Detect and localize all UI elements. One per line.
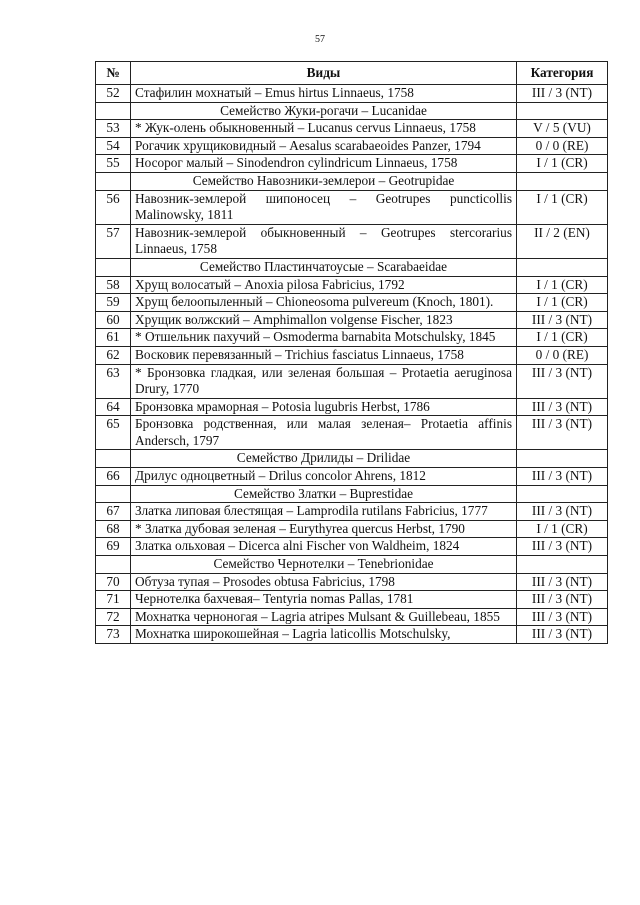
species-category: III / 3 (NT) [517, 468, 608, 486]
species-category: III / 3 (NT) [517, 626, 608, 644]
species-category: III / 3 (NT) [517, 538, 608, 556]
species-number: 69 [96, 538, 131, 556]
table-row [96, 468, 608, 486]
family-category-cell [517, 258, 608, 276]
table-row [96, 364, 608, 398]
species-name: Хрущ белоопыленный – Chioneosoma pulvereum (Knoch, 1801). [131, 294, 517, 312]
species-name: Носорог малый – Sinodendron cylindricum Linnaeus, 1758 [131, 155, 517, 173]
family-row [96, 258, 608, 276]
species-category: I / 1 (CR) [517, 294, 608, 312]
species-category: I / 1 (CR) [517, 329, 608, 347]
species-name: * Жук-олень обыкновенный – Lucanus cervus Linnaeus, 1758 [131, 120, 517, 138]
table-row [96, 329, 608, 347]
table-row [96, 155, 608, 173]
species-number: 68 [96, 520, 131, 538]
species-category: V / 5 (VU) [517, 120, 608, 138]
species-name: Хрущ волосатый – Anoxia pilosa Fabricius, 1792 [131, 276, 517, 294]
family-category-cell [517, 556, 608, 574]
family-row [96, 485, 608, 503]
species-name: Дрилус одноцветный – Drilus concolor Ahrens, 1812 [131, 468, 517, 486]
species-number: 58 [96, 276, 131, 294]
family-row [96, 102, 608, 120]
table-row [96, 224, 608, 258]
species-category: I / 1 (CR) [517, 276, 608, 294]
species-category: III / 3 (NT) [517, 416, 608, 450]
family-category-cell [517, 450, 608, 468]
species-category: III / 3 (NT) [517, 311, 608, 329]
table-row [96, 276, 608, 294]
species-number: 61 [96, 329, 131, 347]
species-category: III / 3 (NT) [517, 608, 608, 626]
species-number: 72 [96, 608, 131, 626]
species-name: Хрущик волжский – Amphimallon volgense Fischer, 1823 [131, 311, 517, 329]
species-number: 67 [96, 503, 131, 521]
species-name: Златка ольховая – Dicerca alni Fischer von Waldheim, 1824 [131, 538, 517, 556]
table-row [96, 346, 608, 364]
family-row [96, 450, 608, 468]
species-category: I / 1 (CR) [517, 190, 608, 224]
table-row [96, 503, 608, 521]
table-body [96, 85, 608, 644]
species-number: 52 [96, 85, 131, 103]
species-category: III / 3 (NT) [517, 85, 608, 103]
family-number-cell [96, 556, 131, 574]
species-number: 71 [96, 591, 131, 609]
species-name: Мохнатка широкошейная – Lagria laticollis Motschulsky, [131, 626, 517, 644]
species-category: II / 2 (EN) [517, 224, 608, 258]
species-category: III / 3 (NT) [517, 591, 608, 609]
table-row [96, 137, 608, 155]
species-number: 55 [96, 155, 131, 173]
table-row [96, 608, 608, 626]
family-category-cell [517, 485, 608, 503]
family-number-cell [96, 485, 131, 503]
family-name: Семейство Жуки-рогачи – Lucanidae [131, 102, 517, 120]
species-number: 64 [96, 398, 131, 416]
species-category: III / 3 (NT) [517, 503, 608, 521]
species-name: Мохнатка черноногая – Lagria atripes Mulsant & Guillebeau, 1855 [131, 608, 517, 626]
species-name: Златка липовая блестящая – Lamprodila rutilans Fabricius, 1777 [131, 503, 517, 521]
species-number: 54 [96, 137, 131, 155]
table-row [96, 416, 608, 450]
header-number: № [96, 62, 131, 85]
species-name: * Златка дубовая зеленая – Eurythyrea quercus Herbst, 1790 [131, 520, 517, 538]
species-name: Навозник-землерой шипоносец – Geotrupes puncticollis Malinowsky, 1811 [131, 190, 517, 224]
species-number: 70 [96, 573, 131, 591]
family-category-cell [517, 172, 608, 190]
species-name: Обтуза тупая – Prosodes obtusa Fabricius, 1798 [131, 573, 517, 591]
family-number-cell [96, 450, 131, 468]
family-name: Семейство Пластинчатоусые – Scarabaeidae [131, 258, 517, 276]
species-category: III / 3 (NT) [517, 364, 608, 398]
header-species: Виды [131, 62, 517, 85]
page-number: 57 [315, 34, 325, 45]
family-number-cell [96, 258, 131, 276]
species-name: Бронзовка родственная, или малая зеленая– Protaetia affinis Andersch, 1797 [131, 416, 517, 450]
family-name: Семейство Чернотелки – Tenebrionidae [131, 556, 517, 574]
species-number: 73 [96, 626, 131, 644]
species-number: 60 [96, 311, 131, 329]
species-number: 65 [96, 416, 131, 450]
table-row [96, 538, 608, 556]
species-category: 0 / 0 (RE) [517, 346, 608, 364]
table-row [96, 591, 608, 609]
species-number: 59 [96, 294, 131, 312]
species-number: 63 [96, 364, 131, 398]
species-name: Стафилин мохнатый – Emus hirtus Linnaeus, 1758 [131, 85, 517, 103]
family-category-cell [517, 102, 608, 120]
table-row [96, 520, 608, 538]
family-name: Семейство Златки – Buprestidae [131, 485, 517, 503]
header-category: Категория [517, 62, 608, 85]
species-number: 53 [96, 120, 131, 138]
species-table [95, 61, 608, 644]
species-category: 0 / 0 (RE) [517, 137, 608, 155]
family-name: Семейство Дрилиды – Drilidae [131, 450, 517, 468]
table-row [96, 626, 608, 644]
table-row [96, 190, 608, 224]
table-row [96, 120, 608, 138]
table-header-row [96, 62, 608, 85]
species-category: I / 1 (CR) [517, 155, 608, 173]
table-row [96, 85, 608, 103]
species-category: III / 3 (NT) [517, 573, 608, 591]
species-category: III / 3 (NT) [517, 398, 608, 416]
table-row [96, 573, 608, 591]
species-name: Восковик перевязанный – Trichius fasciatus Linnaeus, 1758 [131, 346, 517, 364]
species-number: 62 [96, 346, 131, 364]
species-number: 66 [96, 468, 131, 486]
family-number-cell [96, 172, 131, 190]
family-name: Семейство Навозники-землерои – Geotrupidae [131, 172, 517, 190]
species-number: 56 [96, 190, 131, 224]
table-row [96, 294, 608, 312]
family-number-cell [96, 102, 131, 120]
species-number: 57 [96, 224, 131, 258]
species-name: Рогачик хрущиковидный – Aesalus scarabaeoides Panzer, 1794 [131, 137, 517, 155]
table-row [96, 311, 608, 329]
species-name: Чернотелка бахчевая– Tentyria nomas Pallas, 1781 [131, 591, 517, 609]
species-name: Бронзовка мраморная – Potosia lugubris Herbst, 1786 [131, 398, 517, 416]
family-row [96, 556, 608, 574]
family-row [96, 172, 608, 190]
species-name: * Отшельник пахучий – Osmoderma barnabita Motschulsky, 1845 [131, 329, 517, 347]
table-row [96, 398, 608, 416]
species-name: * Бронзовка гладкая, или зеленая большая – Protaetia aeruginosa Drury, 1770 [131, 364, 517, 398]
species-name: Навозник-землерой обыкновенный – Geotrupes stercorarius Linnaeus, 1758 [131, 224, 517, 258]
species-category: I / 1 (CR) [517, 520, 608, 538]
